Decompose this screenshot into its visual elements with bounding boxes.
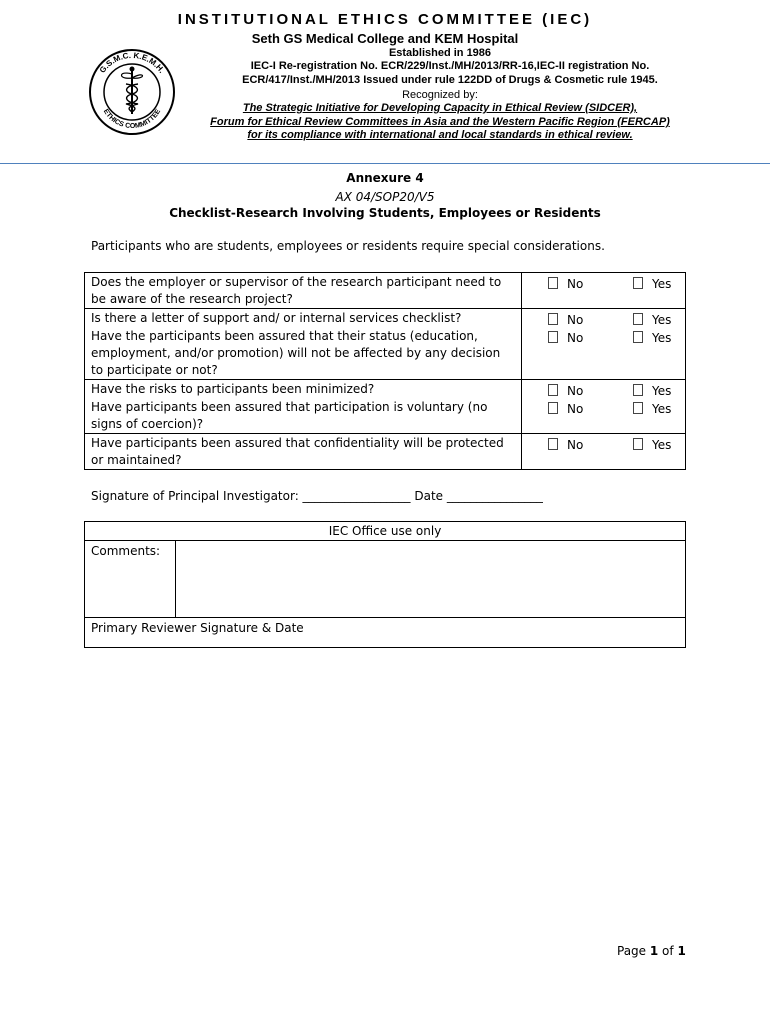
no-checkbox[interactable] bbox=[548, 313, 558, 325]
question-cell: Is there a letter of support and/ or internal services checklist? bbox=[85, 309, 522, 328]
header-divider bbox=[0, 163, 770, 164]
question-cell: Have participants been assured that confidentiality will be protected or maintained? bbox=[85, 434, 522, 470]
svg-text:ETHICS COMMITTEE: ETHICS COMMITTEE bbox=[101, 108, 163, 131]
no-checkbox[interactable] bbox=[548, 384, 558, 396]
answer-cell bbox=[522, 273, 686, 309]
checklist-title: Checklist-Research Involving Students, Employees or Residents bbox=[169, 206, 601, 220]
sidcer-line-1: The Strategic Initiative for Developing Capacity in Ethical Review (SIDCER), bbox=[242, 102, 638, 114]
no-label: No bbox=[567, 402, 584, 416]
no-checkbox[interactable] bbox=[548, 438, 558, 450]
table-row bbox=[85, 618, 686, 648]
yes-label: Yes bbox=[652, 438, 672, 452]
page-number bbox=[617, 944, 686, 958]
no-label: No bbox=[567, 384, 584, 398]
question-cell: Have participants been assured that participation is voluntary (no signs of coercion)? bbox=[85, 398, 522, 434]
ax-number: AX 04/SOP20/V5 bbox=[335, 190, 435, 204]
registration-line-1: IEC-I Re-registration No. ECR/229/Inst./MH/2013/RR-16,IEC-II registration No. bbox=[250, 60, 650, 72]
table-row bbox=[85, 273, 686, 309]
iec-office-table bbox=[84, 521, 686, 648]
yes-checkbox[interactable] bbox=[633, 384, 643, 396]
table-row bbox=[85, 380, 686, 399]
yes-checkbox[interactable] bbox=[633, 277, 643, 289]
table-row bbox=[85, 434, 686, 470]
yes-label: Yes bbox=[652, 402, 672, 416]
answer-cell bbox=[522, 398, 686, 434]
established-text: Established in 1986 bbox=[388, 47, 492, 59]
table-row bbox=[85, 398, 686, 434]
iec-office-header: IEC Office use only bbox=[85, 522, 686, 541]
table-row bbox=[85, 522, 686, 541]
table-row bbox=[85, 309, 686, 328]
college-name: Seth GS Medical College and KEM Hospital bbox=[251, 31, 519, 46]
reviewer-signature-field[interactable]: Primary Reviewer Signature & Date bbox=[85, 618, 686, 648]
page-prefix: Page bbox=[617, 944, 650, 958]
comments-label: Comments: bbox=[85, 541, 176, 618]
question-cell: Have the risks to participants been minimized? bbox=[85, 380, 522, 399]
page-current: 1 bbox=[649, 944, 659, 958]
yes-label: Yes bbox=[652, 384, 672, 398]
no-checkbox[interactable] bbox=[548, 402, 558, 414]
answer-cell bbox=[522, 327, 686, 380]
institution-seal-logo bbox=[88, 48, 176, 136]
yes-checkbox[interactable] bbox=[633, 438, 643, 450]
answer-cell bbox=[522, 434, 686, 470]
no-checkbox[interactable] bbox=[548, 331, 558, 343]
no-label: No bbox=[567, 313, 584, 327]
intro-text: Participants who are students, employees or residents require special considerations. bbox=[91, 239, 605, 253]
yes-checkbox[interactable] bbox=[633, 331, 643, 343]
yes-checkbox[interactable] bbox=[633, 313, 643, 325]
checklist-table bbox=[84, 272, 686, 470]
no-checkbox[interactable] bbox=[548, 277, 558, 289]
no-label: No bbox=[567, 331, 584, 345]
yes-label: Yes bbox=[652, 313, 672, 327]
yes-label: Yes bbox=[652, 331, 672, 345]
page-of: of bbox=[658, 944, 678, 958]
committee-title: INSTITUTIONAL ETHICS COMMITTEE (IEC) bbox=[177, 11, 593, 28]
yes-checkbox[interactable] bbox=[633, 402, 643, 414]
page-total: 1 bbox=[677, 944, 686, 958]
no-label: No bbox=[567, 438, 584, 452]
comments-field[interactable] bbox=[176, 541, 686, 618]
yes-label: Yes bbox=[652, 277, 672, 291]
answer-cell bbox=[522, 309, 686, 328]
sidcer-line-3: for its compliance with international and local standards in ethical review. bbox=[247, 129, 633, 141]
no-label: No bbox=[567, 277, 584, 291]
table-row bbox=[85, 541, 686, 618]
svg-text:G.S.M.C. K.E.M.H.: G.S.M.C. K.E.M.H. bbox=[97, 50, 167, 75]
answer-cell bbox=[522, 380, 686, 399]
recognized-by-text: Recognized by: bbox=[402, 89, 478, 101]
annexure-label: Annexure 4 bbox=[346, 171, 424, 185]
question-cell: Have the participants been assured that their status (education, employment, and/or promotion) will not be affected by any decision to participate or not? bbox=[85, 327, 522, 380]
pi-signature-line[interactable]: Signature of Principal Investigator: __________________ Date ________________ bbox=[91, 489, 543, 503]
sidcer-line-2: Forum for Ethical Review Committees in Asia and the Western Pacific Region (FERCAP) bbox=[210, 116, 670, 128]
question-cell: Does the employer or supervisor of the research participant need to be aware of the research project? bbox=[85, 273, 522, 309]
table-row bbox=[85, 327, 686, 380]
registration-line-2: ECR/417/Inst./MH/2013 Issued under rule 122DD of Drugs & Cosmetic rule 1945. bbox=[242, 74, 658, 86]
